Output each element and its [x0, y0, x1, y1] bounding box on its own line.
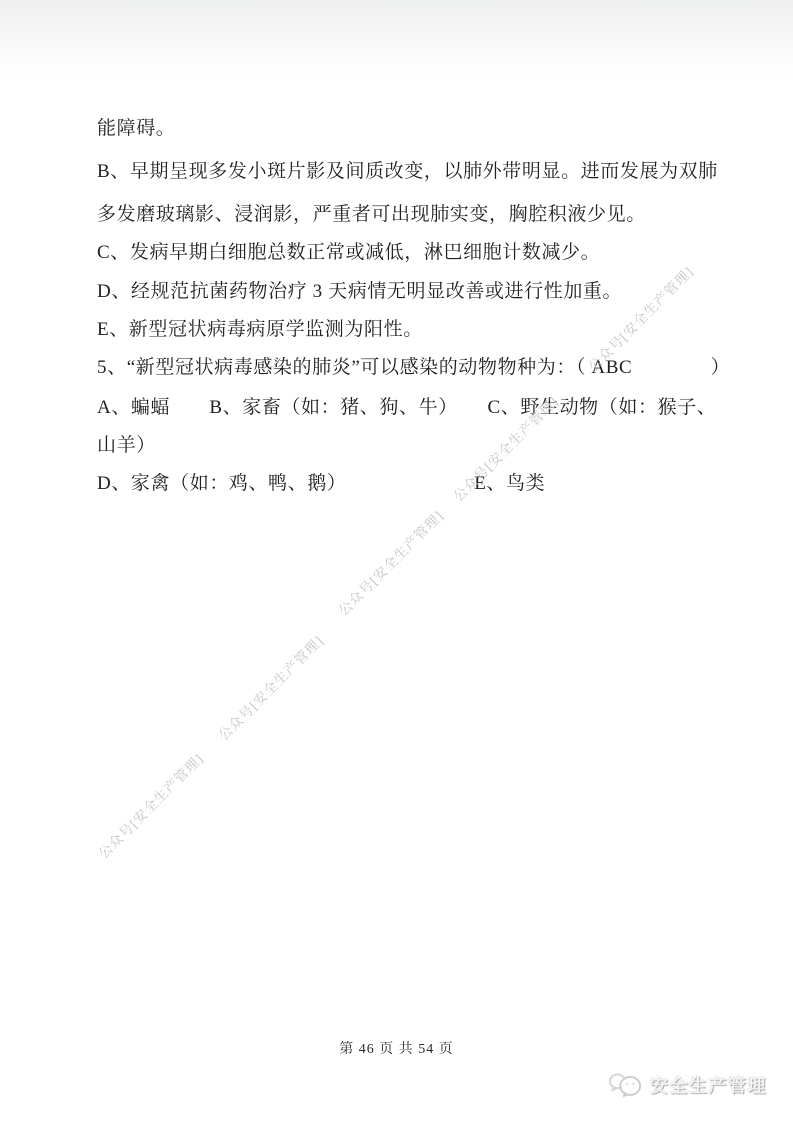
page-number: 第 46 页 共 54 页: [339, 1042, 454, 1057]
wechat-icon: [608, 1070, 642, 1100]
doc-line-q5-options-wrap: 山羊）: [97, 435, 156, 456]
doc-line-option-b-2: 多发磨玻璃影、浸润影，严重者可出现肺实变，胸腔积液少见。: [97, 204, 646, 225]
doc-line-option-c: C、发病早期白细胞总数正常或减低，淋巴细胞计数减少。: [97, 242, 601, 263]
brand-name: 安全生产管理: [650, 1076, 767, 1096]
doc-line-q5-options-de: D、家禽（如：鸡、鸭、鹅） E、鸟类: [97, 473, 546, 494]
watermark: 公众号[安全生产管理]: [215, 632, 327, 744]
watermark: 公众号[安全生产管理]: [95, 750, 207, 862]
doc-line-option-b-1: B、早期呈现多发小斑片影及间质改变，以肺外带明显。进而发展为双肺: [97, 161, 718, 182]
watermark: 公众号[安全生产管理]: [450, 393, 562, 505]
doc-line-continuation: 能障碍。: [97, 118, 176, 139]
watermark: 公众号[安全生产管理]: [585, 263, 697, 375]
brand-badge: [608, 1070, 767, 1100]
doc-line-option-d: D、经规范抗菌药物治疗 3 天病情无明显改善或进行性加重。: [97, 281, 623, 302]
watermark: 公众号[安全生产管理]: [335, 507, 447, 619]
doc-line-q5-options-abc: A、蝙蝠 B、家畜（如：猪、狗、牛） C、野生动物（如：猴子、: [97, 397, 717, 418]
doc-line-question-5: 5、“新型冠状病毒感染的肺炎”可以感染的动物物种为：（ ABC ）: [97, 357, 731, 378]
doc-line-option-e: E、新型冠状病毒病原学监测为阳性。: [97, 319, 423, 340]
